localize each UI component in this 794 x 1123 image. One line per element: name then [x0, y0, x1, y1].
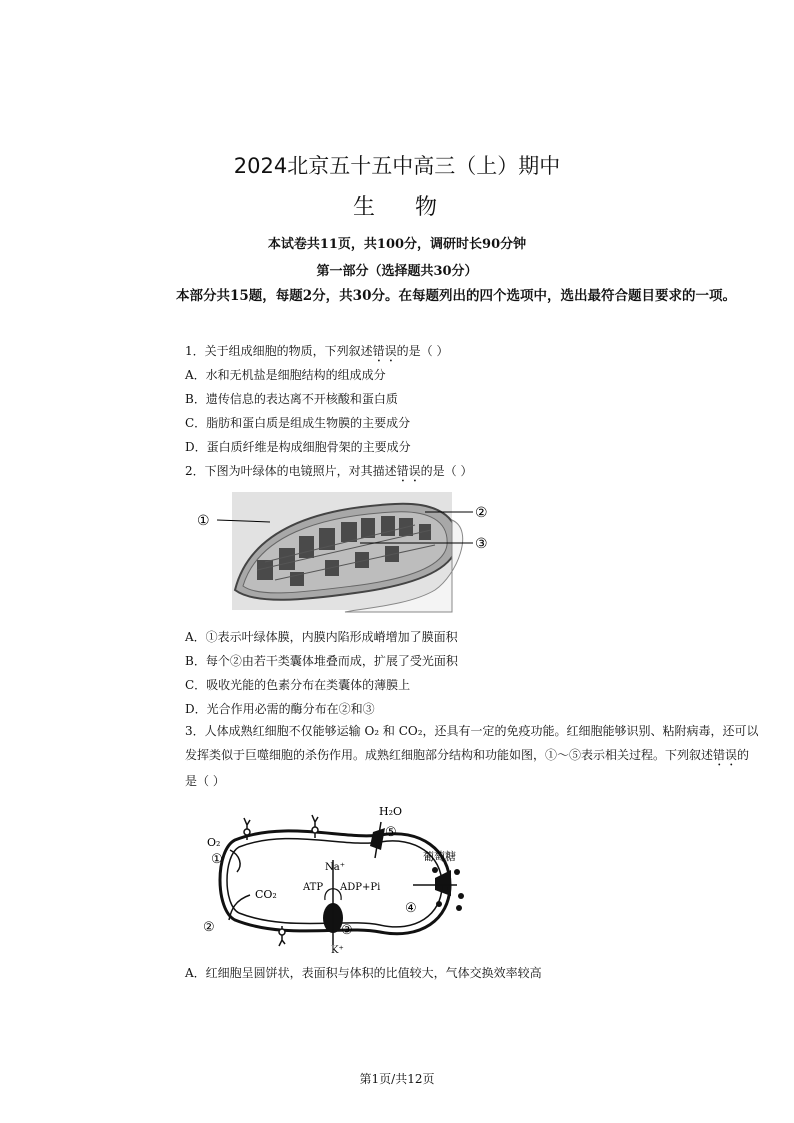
- q3-option-a: A．红细胞呈圆饼状，表面积与体积的比值较大，气体交换效率较高: [185, 966, 542, 980]
- q2-option-c: C．吸收光能的色素分布在类囊体的薄膜上: [185, 678, 411, 692]
- question-2-stem-end: 的是（ ）: [420, 464, 473, 478]
- label-glucose: 葡萄糖: [423, 850, 456, 863]
- label-process-5: ⑤: [385, 825, 397, 840]
- label-co2: CO₂: [255, 888, 277, 901]
- label-process-2: ②: [203, 920, 215, 935]
- label-na: Na⁺: [325, 862, 345, 873]
- question-3-stem: [185, 719, 760, 793]
- part-description: 本部分共15题，每题2分，共30分。在每题列出的四个选项中，选出最符合题目要求的一项。: [176, 288, 736, 304]
- q1-option-c: C．脂肪和蛋白质是组成生物膜的主要成分: [185, 416, 411, 430]
- q2-option-a: A．①表示叶绿体膜，内膜内陷形成嵴增加了膜面积: [185, 630, 458, 644]
- label-h2o: H₂O: [379, 805, 403, 818]
- part-title: 第一部分（选择题共30分）: [316, 264, 478, 279]
- question-1-emphasis: 错误: [372, 344, 397, 358]
- question-1-stem-text: 1．关于组成细胞的物质，下列叙述: [185, 344, 373, 358]
- question-1-stem-end: 的是（ ）: [396, 344, 449, 358]
- chloroplast-micrograph: [195, 490, 505, 615]
- figure-label-3: ③: [475, 536, 488, 552]
- label-atp: ATP: [303, 882, 324, 893]
- figure-label-2: ②: [475, 505, 488, 521]
- glucose-transporter: [435, 870, 451, 896]
- question-2-stem: [185, 462, 472, 485]
- label-process-1: ①: [211, 852, 223, 867]
- label-process-3: ③: [341, 923, 353, 938]
- label-process-4: ④: [405, 901, 417, 916]
- label-k: K⁺: [331, 945, 344, 955]
- label-adp: ADP+Pi: [340, 882, 381, 893]
- q2-option-b: B．每个②由若干类囊体堆叠而成，扩展了受光面积: [185, 654, 458, 668]
- q1-option-d: D．蛋白质纤维是构成细胞骨架的主要成分: [185, 440, 411, 454]
- question-2-emphasis: 错误: [396, 464, 421, 478]
- oxygen-arrow: [230, 850, 240, 872]
- question-3-stem-text: 3．人体成熟红细胞不仅能够运输 O₂ 和 CO₂，还具有一定的免疫功能。红细胞能够识别、粘附病毒，还可以发挥类似于巨噬细胞的杀伤作用。成熟红细胞部分结构和功能如图，①～⑤表示相关过程。下列叙述: [185, 724, 759, 762]
- exam-info: 本试卷共11页，共100分，调研时长90分钟: [267, 237, 527, 252]
- exam-title: 2024北京五十五中高三（上）期中: [233, 154, 561, 178]
- q2-option-d: D．光合作用必需的酶分布在②和③: [185, 702, 375, 716]
- subject-title: 生物: [352, 195, 477, 220]
- q1-option-b: B．遗传信息的表达离不开核酸和蛋白质: [185, 392, 398, 406]
- red-blood-cell-diagram: [195, 800, 475, 955]
- page-footer: 第1页/共12页: [359, 1072, 435, 1086]
- question-3-emphasis: 错误: [713, 748, 738, 762]
- label-o2: O₂: [207, 836, 221, 849]
- question-3-stem-end: 的是（ ）: [185, 748, 750, 788]
- q1-option-a: A．水和无机盐是细胞结构的组成成分: [185, 368, 386, 382]
- question-1-stem: [185, 342, 448, 365]
- figure-label-1: ①: [197, 513, 210, 529]
- question-2-stem-text: 2．下图为叶绿体的电镜照片，对其描述: [185, 464, 397, 478]
